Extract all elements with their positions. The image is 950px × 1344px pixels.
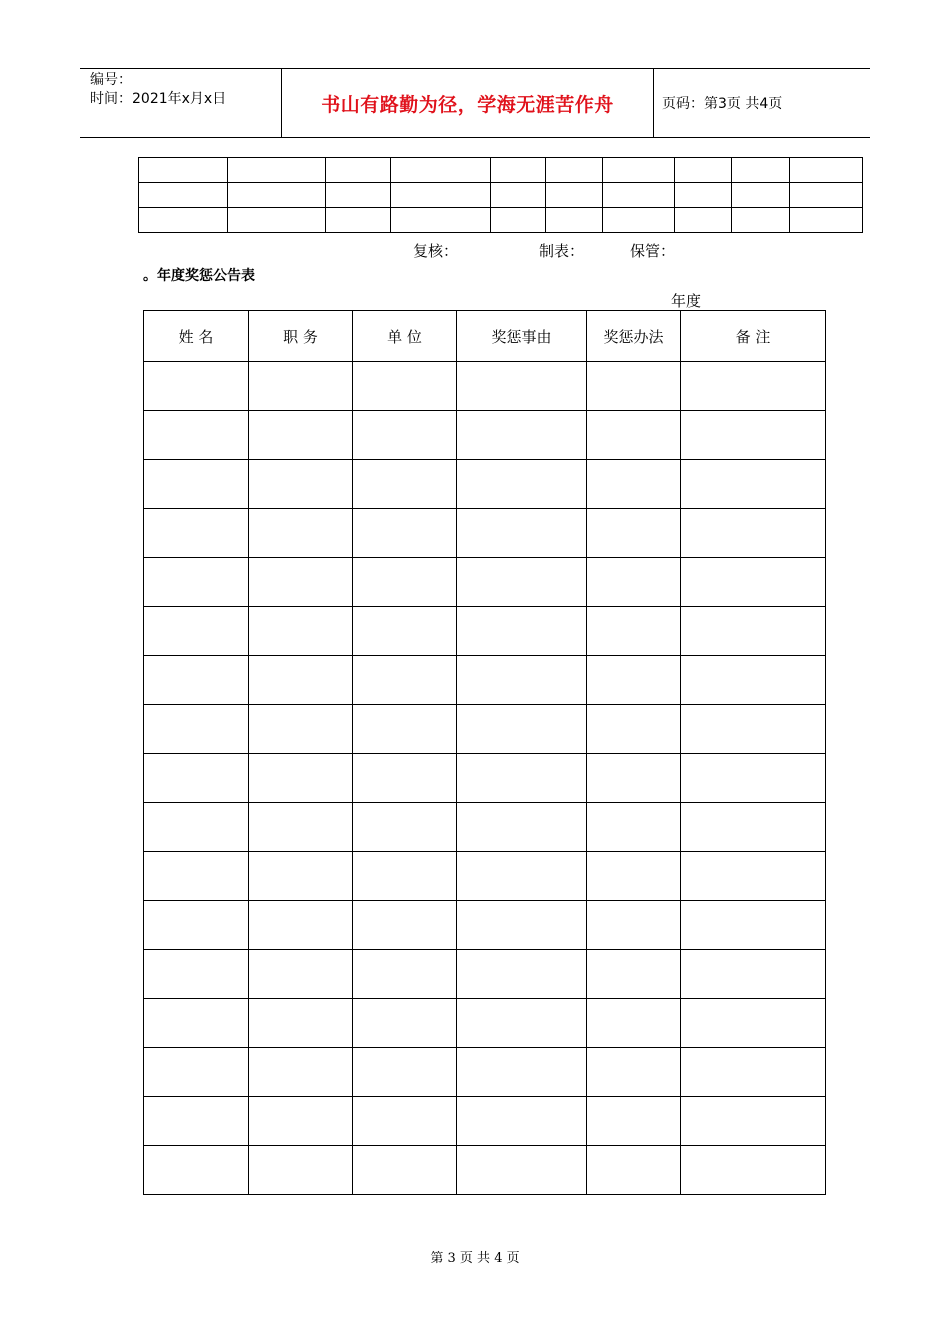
- table-cell[interactable]: [587, 754, 681, 803]
- table-cell[interactable]: [681, 607, 826, 656]
- tabulate-label: 制表：: [539, 242, 585, 260]
- table-cell[interactable]: [587, 509, 681, 558]
- header-left-cell: [80, 69, 282, 137]
- table-row: [144, 509, 826, 558]
- table-cell[interactable]: [353, 1146, 457, 1195]
- table-cell[interactable]: [353, 999, 457, 1048]
- table-cell[interactable]: [353, 460, 457, 509]
- table-cell[interactable]: [587, 705, 681, 754]
- table-cell[interactable]: [681, 1097, 826, 1146]
- table-cell[interactable]: [681, 901, 826, 950]
- table-cell[interactable]: [587, 901, 681, 950]
- table-cell[interactable]: [587, 362, 681, 411]
- table-cell[interactable]: [457, 1097, 587, 1146]
- table-cell[interactable]: [457, 656, 587, 705]
- page-footer: 第 3 页 共 4 页: [430, 1251, 520, 1266]
- table-cell[interactable]: [144, 656, 249, 705]
- table-cell[interactable]: [457, 999, 587, 1048]
- table-cell[interactable]: [249, 705, 353, 754]
- table-header-row: [144, 311, 826, 362]
- table-cell[interactable]: [457, 1048, 587, 1097]
- table-cell[interactable]: [353, 558, 457, 607]
- awards-table: [143, 310, 826, 1195]
- col-header-name: 姓 名: [144, 311, 249, 362]
- table-cell[interactable]: [144, 460, 249, 509]
- table-cell[interactable]: [457, 803, 587, 852]
- table-cell[interactable]: [681, 754, 826, 803]
- table-cell[interactable]: [144, 362, 249, 411]
- table-row: [144, 1048, 826, 1097]
- table-cell[interactable]: [353, 362, 457, 411]
- table-cell[interactable]: [353, 509, 457, 558]
- table-cell[interactable]: [353, 852, 457, 901]
- custody-label: 保管：: [630, 242, 676, 260]
- col-header-unit: 单 位: [353, 311, 457, 362]
- table-cell[interactable]: [587, 803, 681, 852]
- table-cell[interactable]: [457, 362, 587, 411]
- table-cell[interactable]: [587, 558, 681, 607]
- table-cell[interactable]: [457, 411, 587, 460]
- table-row: [139, 158, 863, 183]
- motto: 书山有路勤为径，学海无涯苦作舟: [282, 69, 654, 137]
- table-cell[interactable]: [681, 803, 826, 852]
- table-cell[interactable]: [681, 656, 826, 705]
- table-cell[interactable]: [144, 1048, 249, 1097]
- table-cell[interactable]: [144, 999, 249, 1048]
- table-cell[interactable]: [249, 901, 353, 950]
- table-cell[interactable]: [681, 509, 826, 558]
- table-row: [144, 901, 826, 950]
- table-cell[interactable]: [353, 754, 457, 803]
- table-row: [144, 999, 826, 1048]
- table-row: [144, 803, 826, 852]
- page-info: 页码：第3页 共4页: [662, 96, 783, 112]
- table-cell[interactable]: [249, 1048, 353, 1097]
- table-row: [144, 705, 826, 754]
- table-cell[interactable]: [681, 558, 826, 607]
- table-cell[interactable]: [457, 901, 587, 950]
- table-cell[interactable]: [249, 950, 353, 999]
- previous-table-fragment: [138, 157, 863, 233]
- table-cell[interactable]: [457, 950, 587, 999]
- table-cell[interactable]: [457, 754, 587, 803]
- table-cell[interactable]: [144, 1097, 249, 1146]
- table-cell[interactable]: [353, 705, 457, 754]
- review-label: 复核：: [413, 242, 459, 260]
- table-cell[interactable]: [587, 999, 681, 1048]
- table-row: [144, 411, 826, 460]
- section-title: 。年度奖惩公告表: [143, 268, 255, 284]
- table-cell[interactable]: [144, 558, 249, 607]
- table-cell[interactable]: [249, 558, 353, 607]
- table-cell[interactable]: [457, 509, 587, 558]
- col-header-method: 奖惩办法: [587, 311, 681, 362]
- table-cell[interactable]: [353, 803, 457, 852]
- year-label: 年度: [671, 292, 702, 310]
- table-cell[interactable]: [681, 705, 826, 754]
- table-cell[interactable]: [249, 754, 353, 803]
- table-cell[interactable]: [353, 901, 457, 950]
- table-cell[interactable]: [587, 950, 681, 999]
- date-label: 时间：2021年x月x日: [90, 91, 227, 107]
- table-cell[interactable]: [457, 607, 587, 656]
- table-cell[interactable]: [681, 852, 826, 901]
- table-cell[interactable]: [681, 460, 826, 509]
- document-header: [80, 68, 870, 138]
- table-cell[interactable]: [144, 950, 249, 999]
- table-cell[interactable]: [249, 460, 353, 509]
- table-cell[interactable]: [681, 362, 826, 411]
- table-row: [144, 607, 826, 656]
- table-cell[interactable]: [144, 509, 249, 558]
- table-row: [144, 558, 826, 607]
- table-cell[interactable]: [249, 607, 353, 656]
- table-cell[interactable]: [353, 1048, 457, 1097]
- table-row: [144, 754, 826, 803]
- table-cell[interactable]: [681, 999, 826, 1048]
- table-cell[interactable]: [144, 754, 249, 803]
- table-cell[interactable]: [249, 362, 353, 411]
- table-cell[interactable]: [249, 999, 353, 1048]
- table-cell[interactable]: [587, 411, 681, 460]
- table-cell[interactable]: [587, 1048, 681, 1097]
- table-row: [144, 460, 826, 509]
- table-cell[interactable]: [249, 1097, 353, 1146]
- table-cell[interactable]: [144, 852, 249, 901]
- table-cell[interactable]: [353, 1097, 457, 1146]
- col-header-reason: 奖惩事由: [457, 311, 587, 362]
- table-row: [144, 1146, 826, 1195]
- table-cell[interactable]: [144, 1146, 249, 1195]
- table-cell[interactable]: [681, 411, 826, 460]
- table-cell[interactable]: [249, 509, 353, 558]
- table-cell[interactable]: [353, 411, 457, 460]
- table-cell[interactable]: [353, 656, 457, 705]
- table-row: [144, 362, 826, 411]
- table-cell[interactable]: [681, 1146, 826, 1195]
- table-row: [139, 183, 863, 208]
- table-cell[interactable]: [144, 705, 249, 754]
- table-cell[interactable]: [457, 852, 587, 901]
- table-cell[interactable]: [587, 460, 681, 509]
- col-header-remarks: 备 注: [681, 311, 826, 362]
- table-cell[interactable]: [457, 460, 587, 509]
- table-cell[interactable]: [587, 852, 681, 901]
- table-cell[interactable]: [587, 656, 681, 705]
- table-cell[interactable]: [587, 607, 681, 656]
- table-row: [139, 208, 863, 233]
- table-row: [144, 852, 826, 901]
- table-cell[interactable]: [144, 607, 249, 656]
- table-cell[interactable]: [587, 1097, 681, 1146]
- table-cell[interactable]: [353, 950, 457, 999]
- table-row: [144, 1097, 826, 1146]
- table-cell[interactable]: [249, 852, 353, 901]
- table-row: [144, 656, 826, 705]
- table-cell[interactable]: [249, 411, 353, 460]
- table-cell[interactable]: [587, 1146, 681, 1195]
- table-cell[interactable]: [144, 901, 249, 950]
- number-label: 编号：: [90, 72, 132, 88]
- table-cell[interactable]: [457, 705, 587, 754]
- table-cell[interactable]: [249, 803, 353, 852]
- table-cell[interactable]: [144, 411, 249, 460]
- table-cell[interactable]: [457, 1146, 587, 1195]
- table-cell[interactable]: [681, 950, 826, 999]
- col-header-position: 职 务: [249, 311, 353, 362]
- table-row: [144, 950, 826, 999]
- table-cell[interactable]: [353, 607, 457, 656]
- table-cell[interactable]: [249, 656, 353, 705]
- table-cell[interactable]: [144, 803, 249, 852]
- table-cell[interactable]: [457, 558, 587, 607]
- table-cell[interactable]: [681, 1048, 826, 1097]
- table-cell[interactable]: [249, 1146, 353, 1195]
